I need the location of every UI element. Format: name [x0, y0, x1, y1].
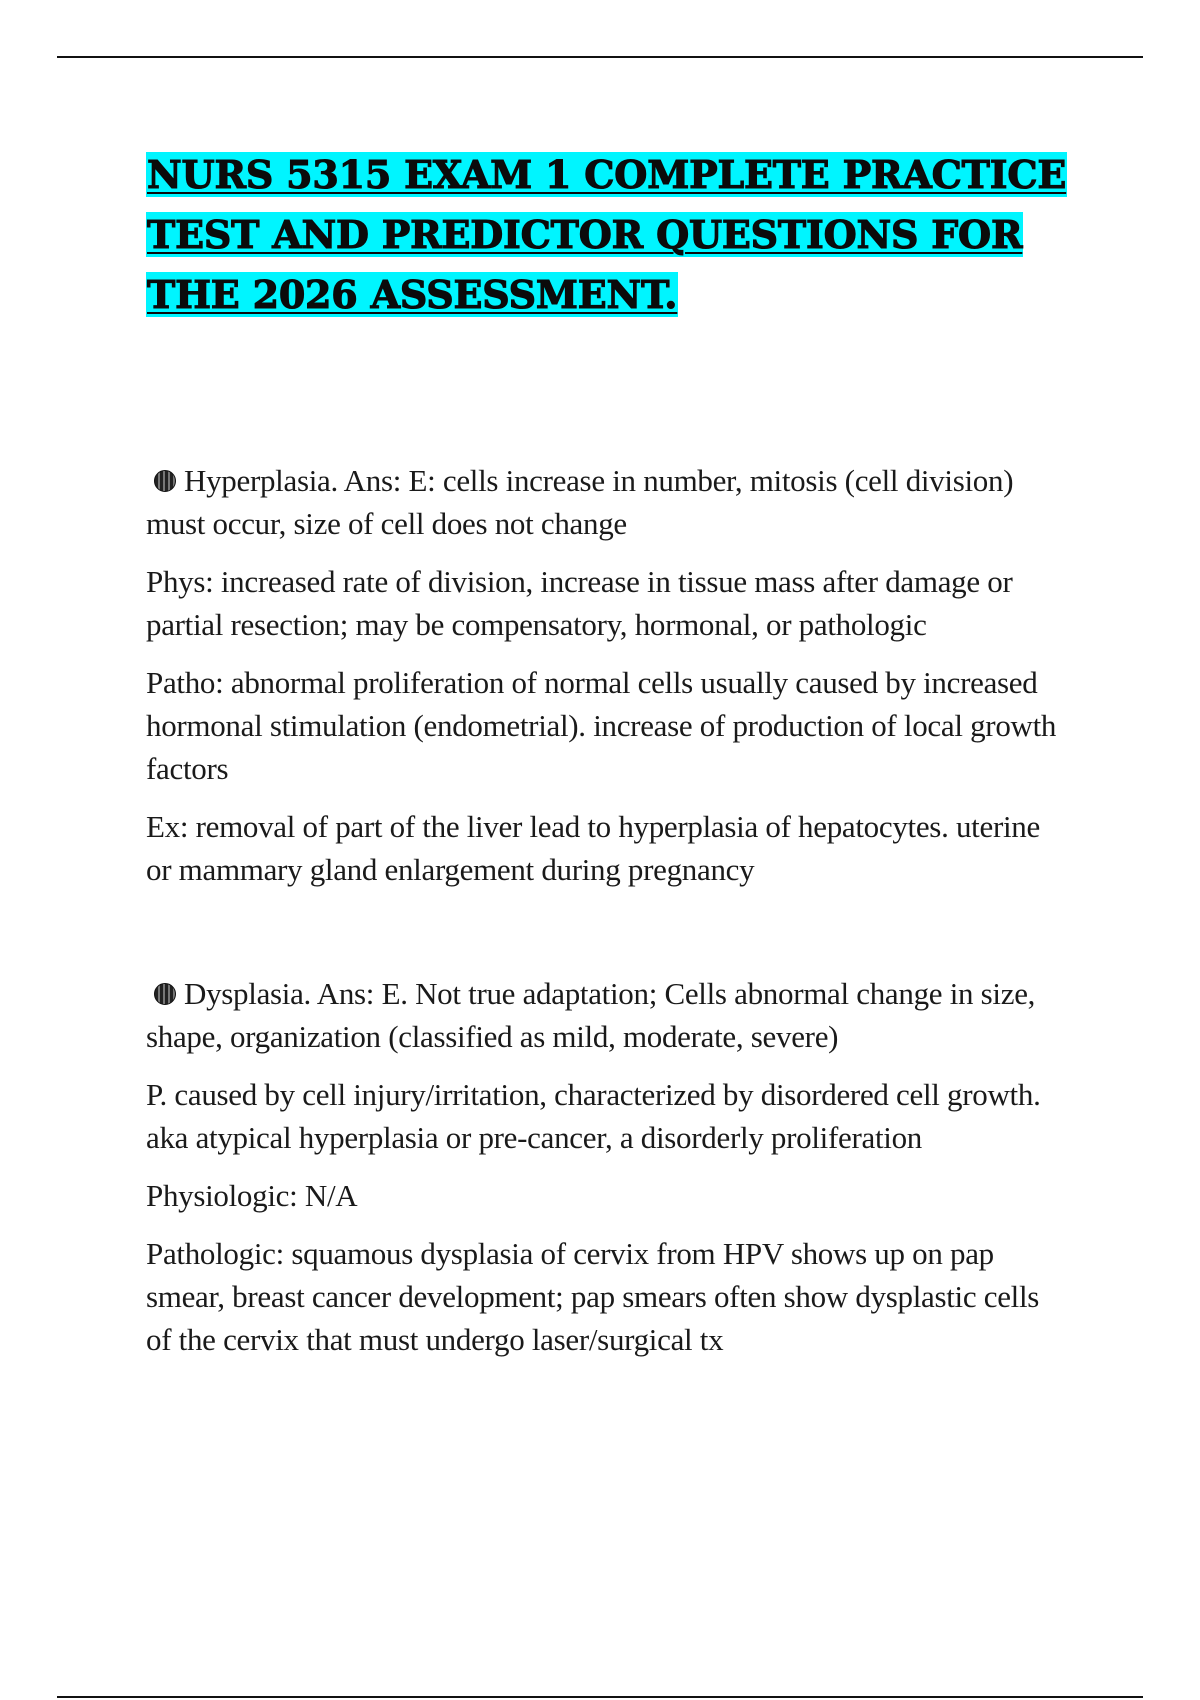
question-block-dysplasia — [146, 972, 1066, 1376]
page-bottom-rule — [57, 1696, 1143, 1698]
document-title — [146, 145, 1076, 325]
question-text: Dysplasia. Ans: E. Not true adaptation; Cells abnormal change in size, shape, organization (classified as mild, moderate, severe) — [146, 976, 1036, 1054]
page-top-rule — [57, 56, 1143, 58]
detail-paragraph: Phys: increased rate of division, increase in tissue mass after damage or partial resection; may be compensatory, hormonal, or pathologic — [146, 564, 1013, 642]
question-line — [146, 459, 1066, 545]
detail-paragraph: Patho: abnormal proliferation of normal cells usually caused by increased hormonal stimulation (endometrial). increase of production of local growth factors — [146, 665, 1057, 786]
circle-bullet-icon — [154, 983, 176, 1005]
question-block-hyperplasia — [146, 459, 1066, 906]
detail-paragraph: Physiologic: N/A — [146, 1178, 358, 1213]
question-text: Hyperplasia. Ans: E: cells increase in number, mitosis (cell division) must occur, size of cell does not change — [146, 463, 1014, 541]
detail-paragraph: P. caused by cell injury/irritation, characterized by disordered cell growth. aka atypical hyperplasia or pre-cancer, a disorderly proliferation — [146, 1077, 1041, 1155]
document-title-highlight: NURS 5315 EXAM 1 COMPLETE PRACTICE TEST AND PREDICTOR QUESTIONS FOR THE 2026 ASSESSMENT. — [147, 152, 1067, 317]
circle-bullet-icon — [154, 470, 176, 492]
detail-paragraph: Pathologic: squamous dysplasia of cervix from HPV shows up on pap smear, breast cancer development; pap smears often show dysplastic cells of the cervix that must undergo laser/surgical tx — [146, 1236, 1040, 1357]
question-line — [146, 972, 1066, 1058]
detail-paragraph: Ex: removal of part of the liver lead to hyperplasia of hepatocytes. uterine or mammary gland enlargement during pregnancy — [146, 809, 1040, 887]
